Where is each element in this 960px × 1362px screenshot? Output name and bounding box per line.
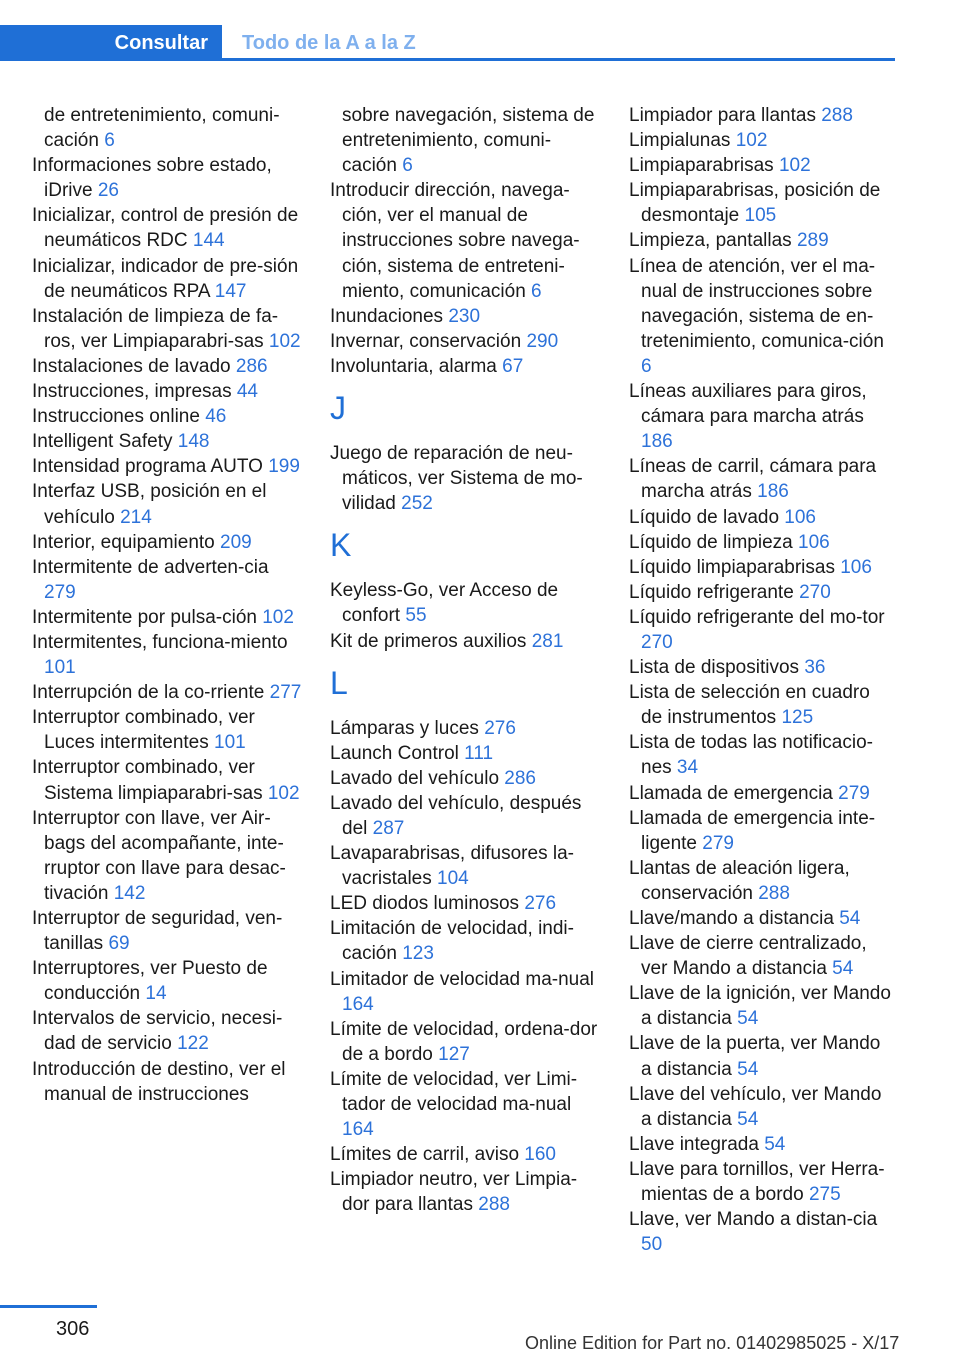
- page-reference-link[interactable]: 102: [268, 330, 301, 352]
- page-reference-link[interactable]: 289: [796, 230, 829, 252]
- page-reference-link[interactable]: 101: [214, 732, 246, 754]
- index-entry: [330, 304, 600, 329]
- page-reference-link[interactable]: 105: [744, 205, 777, 227]
- page-reference-link[interactable]: 54: [839, 908, 861, 929]
- index-entry: [629, 228, 895, 253]
- index-entry-text: sobre navegación, sistema de entretenimiento, comuni-cación: [342, 105, 595, 177]
- page-reference-link[interactable]: 106: [784, 506, 816, 528]
- index-entry-text: de entretenimiento, comuni-cación: [44, 105, 280, 152]
- index-entry: [330, 766, 600, 791]
- index-entry: [330, 1017, 600, 1067]
- index-entry: [629, 1157, 895, 1207]
- page-reference-link[interactable]: 279: [838, 782, 870, 804]
- index-entry-text: Llave integrada: [629, 1133, 759, 1155]
- page-reference-link[interactable]: 270: [641, 631, 673, 653]
- index-letter-heading: L: [330, 664, 348, 701]
- index-entry-text: Interruptor combinado, ver Sistema limpiaparabri-sas: [32, 757, 263, 804]
- index-entry: [330, 354, 600, 379]
- tab-todo-de-la-a-a-la-z[interactable]: Todo de la A a la Z: [242, 32, 416, 54]
- page-reference-link[interactable]: 142: [113, 882, 146, 904]
- index-entry-text: Intermitente de adverten-cia: [32, 556, 269, 578]
- page-reference-link[interactable]: 277: [269, 682, 302, 704]
- index-entry: [330, 741, 600, 766]
- index-entry-text: Introducir dirección, navega-ción, ver el manual de instrucciones sobre navega-ción, sistema de entreteni-miento, comunicación: [330, 180, 580, 302]
- page-reference-link[interactable]: 160: [524, 1144, 556, 1166]
- index-entry: [629, 505, 895, 530]
- page-reference-link[interactable]: 281: [531, 630, 564, 652]
- page-reference-link[interactable]: 290: [526, 330, 559, 352]
- index-entry-text: Instalación de limpieza de fa-ros, ver Limpiaparabri-sas: [32, 305, 279, 352]
- index-entry: [629, 1207, 895, 1257]
- index-entry-text: Keyless-Go, ver Acceso de confort: [330, 580, 559, 627]
- index-entry: [32, 705, 302, 755]
- tab-consultar[interactable]: Consultar: [0, 25, 222, 61]
- index-entry-text: Lavado del vehículo, después del: [330, 792, 582, 839]
- index-entry: [32, 956, 302, 1006]
- index-entry: [32, 354, 302, 379]
- index-entry-text: Juego de reparación de neu-máticos, ver Sistema de mo-vilidad: [330, 443, 583, 515]
- index-entry: [32, 1006, 302, 1056]
- index-entry: [32, 530, 302, 555]
- page-reference-link[interactable]: 26: [97, 180, 119, 202]
- index-entry: [32, 153, 302, 203]
- index-entry: [629, 680, 895, 730]
- page-reference-link[interactable]: 122: [177, 1033, 209, 1055]
- index-entry: [330, 716, 600, 741]
- index-entry-text: Líneas de carril, cámara para marcha atrás: [629, 456, 877, 503]
- index-entry-text: Interrupción de la co-rriente: [32, 682, 265, 704]
- index-entry: [629, 530, 895, 555]
- index-entry: [629, 856, 895, 906]
- index-entry-text: Interruptores, ver Puesto de conducción: [32, 958, 268, 1005]
- index-entry: [32, 555, 302, 605]
- page-reference-link[interactable]: 54: [737, 1108, 759, 1130]
- index-entry: [629, 153, 895, 178]
- index-entry-text: Llantas de aleación ligera, conservación: [629, 857, 850, 904]
- page-reference-link[interactable]: 6: [531, 280, 542, 302]
- page-reference-link[interactable]: 111: [464, 742, 494, 764]
- page-reference-link[interactable]: 286: [235, 355, 268, 377]
- index-entry-text: Interfaz USB, posición en el vehículo: [32, 481, 267, 528]
- page-reference-link[interactable]: 54: [737, 1058, 759, 1080]
- index-entry-text: Inicializar, indicador de pre-sión de neumáticos RPA: [32, 255, 299, 302]
- page-reference-link[interactable]: 50: [641, 1234, 663, 1256]
- index-entry-text: Involuntaria, alarma: [330, 355, 497, 377]
- page-reference-link[interactable]: 276: [524, 893, 557, 915]
- index-entry: [629, 1031, 895, 1081]
- index-column-3: [629, 103, 895, 1257]
- index-entry-text: Llave del vehículo, ver Mando a distancia: [629, 1083, 882, 1130]
- page-reference-link[interactable]: 14: [145, 983, 167, 1005]
- index-entry: [32, 203, 302, 253]
- page-reference-link[interactable]: 164: [342, 1119, 374, 1141]
- index-entry: [32, 1057, 302, 1107]
- page-reference-link[interactable]: 164: [342, 993, 374, 1015]
- index-entry-text: Interior, equipamiento: [32, 531, 215, 553]
- page-reference-link[interactable]: 67: [502, 355, 524, 377]
- index-entry-text: Lista de selección en cuadro de instrumentos: [629, 682, 870, 729]
- header-rule: [0, 58, 895, 61]
- index-entry-text: Limitador de velocidad ma-nual: [330, 968, 595, 990]
- index-entry-text: Limitación de velocidad, indi-cación: [330, 918, 574, 965]
- page-reference-link[interactable]: 6: [641, 355, 652, 377]
- page-reference-link[interactable]: 102: [267, 782, 300, 804]
- index-entry: [32, 454, 302, 479]
- index-entry: [629, 730, 895, 780]
- index-entry: [32, 404, 302, 429]
- page-reference-link[interactable]: 287: [372, 817, 405, 839]
- page-reference-link[interactable]: 46: [205, 406, 227, 428]
- index-entry: [629, 655, 895, 680]
- index-letter-heading: K: [330, 527, 352, 564]
- index-entry-text: Límites de carril, aviso: [330, 1144, 520, 1166]
- index-entry-text: Límite de velocidad, ordena-dor de a bordo: [330, 1018, 598, 1065]
- footer-rule: [0, 1305, 97, 1308]
- index-entry: [629, 806, 895, 856]
- page-reference-link[interactable]: 288: [478, 1194, 510, 1216]
- index-entry: [330, 841, 600, 891]
- index-letter-heading: J: [330, 390, 346, 427]
- index-entry-text: Lámparas y luces: [330, 717, 479, 739]
- index-entry: [629, 454, 895, 504]
- index-entry: [330, 916, 600, 966]
- index-entry: [32, 479, 302, 529]
- index-entry-text: Intensidad programa AUTO: [32, 456, 263, 478]
- index-entry: [32, 379, 302, 404]
- index-entry-text: Lista de todas las notificacio-nes: [629, 732, 873, 779]
- index-entry: [330, 103, 600, 178]
- index-entry-text: Inundaciones: [330, 305, 444, 327]
- index-entry-text: Llave de la ignición, ver Mando a distancia: [629, 983, 891, 1030]
- index-entry: [32, 254, 302, 304]
- index-entry-text: Invernar, conservación: [330, 330, 522, 352]
- index-entry-text: Interruptor con llave, ver Air-bags del acompañante, inte-rruptor con llave para desac-tivación: [32, 807, 286, 904]
- index-entry: [32, 806, 302, 906]
- page-reference-link[interactable]: 199: [268, 456, 300, 478]
- page-reference-link[interactable]: 36: [804, 657, 826, 679]
- index-entry-text: Limpiaparabrisas, posición de desmontaje: [629, 180, 881, 227]
- index-entry: [330, 178, 600, 303]
- page-reference-link[interactable]: 44: [236, 381, 258, 403]
- index-entry-text: Llave de cierre centralizado, ver Mando a distancia: [629, 933, 867, 980]
- index-entry-text: Intermitente por pulsa-ción: [32, 606, 257, 628]
- index-entry-text: Llave/mando a distancia: [629, 908, 834, 929]
- index-entry-text: Instrucciones, impresas: [32, 381, 232, 403]
- index-entry: [32, 630, 302, 680]
- page-reference-link[interactable]: 270: [799, 581, 831, 603]
- index-entry: [32, 103, 302, 153]
- page-reference-link[interactable]: 6: [104, 130, 115, 152]
- index-entry: [32, 605, 302, 630]
- index-entry: [629, 906, 895, 931]
- index-entry-text: Llave de la puerta, ver Mando a distancia: [629, 1033, 881, 1080]
- index-entry: [32, 680, 302, 705]
- index-entry-text: Launch Control: [330, 742, 459, 764]
- page-reference-link[interactable]: 276: [484, 717, 516, 739]
- index-entry-text: Introducción de destino, ver el manual de instrucciones: [32, 1058, 286, 1105]
- index-entry-text: Líquido de limpieza: [629, 531, 793, 553]
- index-entry: [330, 1142, 600, 1167]
- page-reference-link[interactable]: 288: [758, 882, 790, 904]
- page-reference-link[interactable]: 102: [735, 130, 768, 152]
- index-entry-text: Limpialunas: [629, 130, 731, 152]
- page-reference-link[interactable]: 148: [177, 431, 210, 453]
- page-reference-link[interactable]: 186: [641, 431, 673, 453]
- index-entry: [629, 931, 895, 981]
- page-reference-link[interactable]: 106: [798, 531, 830, 553]
- index-entry: [629, 781, 895, 806]
- page-reference-link[interactable]: 127: [438, 1043, 470, 1065]
- index-entry: [330, 791, 600, 841]
- page-reference-link[interactable]: 230: [448, 305, 481, 327]
- index-entry: [32, 304, 302, 354]
- page-reference-link[interactable]: 144: [192, 230, 225, 252]
- index-entry-text: Limpiador para llantas: [629, 105, 816, 126]
- page-reference-link[interactable]: 252: [401, 493, 433, 515]
- page-reference-link[interactable]: 279: [44, 581, 76, 603]
- page-reference-link[interactable]: 54: [737, 1008, 759, 1030]
- index-entry: [629, 128, 895, 153]
- index-entry: [629, 379, 895, 454]
- index-entry: [629, 981, 895, 1031]
- index-column-2: [330, 103, 600, 1217]
- page-reference-link[interactable]: 279: [702, 832, 734, 854]
- index-entry-text: Línea de atención, ver el ma-nual de instrucciones sobre navegación, sistema de en-tretenimiento, comunica-ción: [629, 255, 884, 352]
- index-entry: [330, 891, 600, 916]
- index-entry-text: Intelligent Safety: [32, 431, 173, 453]
- index-entry: [629, 178, 895, 228]
- index-entry-text: Instalaciones de lavado: [32, 355, 231, 377]
- index-entry: [32, 429, 302, 454]
- index-entry: [330, 329, 600, 354]
- page-reference-link[interactable]: 55: [405, 605, 427, 627]
- index-entry-text: Llamada de emergencia: [629, 782, 833, 804]
- page-reference-link[interactable]: 214: [120, 506, 152, 528]
- index-entry: [32, 755, 302, 805]
- index-entry-text: Limpiaparabrisas: [629, 155, 774, 177]
- index-entry-text: Kit de primeros auxilios: [330, 630, 527, 652]
- index-entry-text: Limpieza, pantallas: [629, 230, 792, 252]
- index-entry-text: Intervalos de servicio, necesi-dad de servicio: [32, 1008, 283, 1055]
- index-entry: [330, 629, 600, 654]
- index-entry-text: Llave, ver Mando a distan-cia: [629, 1209, 878, 1231]
- index-entry: [330, 1067, 600, 1142]
- page-reference-link[interactable]: 288: [821, 105, 853, 126]
- index-entry-text: Informaciones sobre estado, iDrive: [32, 155, 272, 202]
- page-reference-link[interactable]: 186: [757, 481, 789, 503]
- index-entry: [330, 441, 600, 516]
- index-entry-text: Límite de velocidad, ver Limi-tador de velocidad ma-nual: [330, 1068, 578, 1115]
- index-entry: [629, 555, 895, 580]
- header-tab-bar: [0, 25, 895, 61]
- index-entry-text: Intermitentes, funciona-miento: [32, 631, 288, 653]
- index-entry-text: Líquido refrigerante: [629, 581, 794, 603]
- page-reference-link[interactable]: 102: [778, 155, 811, 177]
- index-entry-text: Interruptor combinado, ver Luces intermitentes: [32, 707, 255, 754]
- index-entry: [330, 578, 600, 628]
- page-reference-link[interactable]: 54: [832, 958, 854, 980]
- page-reference-link[interactable]: 209: [220, 531, 252, 553]
- index-entry-text: Instrucciones online: [32, 406, 200, 428]
- index-entry: [32, 906, 302, 956]
- page-reference-link[interactable]: 104: [437, 868, 469, 890]
- index-entry: [629, 103, 895, 128]
- index-entry-text: Llave para tornillos, ver Herra-mientas de a bordo: [629, 1158, 885, 1206]
- index-entry: [629, 1132, 895, 1157]
- index-entry-text: Líquido limpiaparabrisas: [629, 556, 835, 578]
- page-reference-link[interactable]: 106: [840, 556, 872, 578]
- page-reference-link[interactable]: 275: [808, 1184, 841, 1206]
- page-reference-link[interactable]: 54: [764, 1133, 786, 1155]
- index-entry: [629, 605, 895, 655]
- edition-note: Online Edition for Part no. 01402985025 - X/17: [525, 1333, 900, 1353]
- index-entry-text: Interruptor de seguridad, ven-tanillas: [32, 908, 283, 955]
- index-column-1: [32, 103, 302, 1107]
- page-number: 306: [56, 1318, 90, 1340]
- index-entry-text: Inicializar, control de presión de neumáticos RDC: [32, 205, 299, 252]
- index-entry-text: Lavaparabrisas, difusores la-vacristales: [330, 843, 574, 890]
- index-entry-text: Llamada de emergencia inte-ligente: [629, 807, 876, 854]
- page-reference-link[interactable]: 101: [44, 657, 76, 679]
- page-reference-link[interactable]: 123: [402, 943, 434, 965]
- index-entry: [629, 254, 895, 379]
- index-entry-text: Lavado del vehículo: [330, 767, 500, 789]
- index-entry-text: Líquido de lavado: [629, 506, 780, 528]
- index-entry: [629, 580, 895, 605]
- page-reference-link[interactable]: 125: [781, 707, 814, 729]
- index-entry: [330, 1167, 600, 1217]
- page-reference-link[interactable]: 286: [504, 767, 536, 789]
- index-entry-text: Lista de dispositivos: [629, 657, 800, 679]
- index-entry-text: Líneas auxiliares para giros, cámara para marcha atrás: [629, 381, 867, 428]
- index-entry: [629, 1082, 895, 1132]
- page-reference-link[interactable]: 6: [402, 155, 413, 177]
- page-reference-link[interactable]: 102: [262, 606, 294, 628]
- index-entry-text: Líquido refrigerante del mo-tor: [629, 606, 885, 628]
- index-entry-text: LED diodos luminosos: [330, 893, 520, 915]
- index-entry-text: Limpiador neutro, ver Limpia-dor para llantas: [330, 1169, 578, 1216]
- page-reference-link[interactable]: 147: [214, 280, 247, 302]
- index-entry: [330, 967, 600, 1017]
- page-reference-link[interactable]: 34: [676, 757, 699, 779]
- page-reference-link[interactable]: 69: [108, 933, 130, 955]
